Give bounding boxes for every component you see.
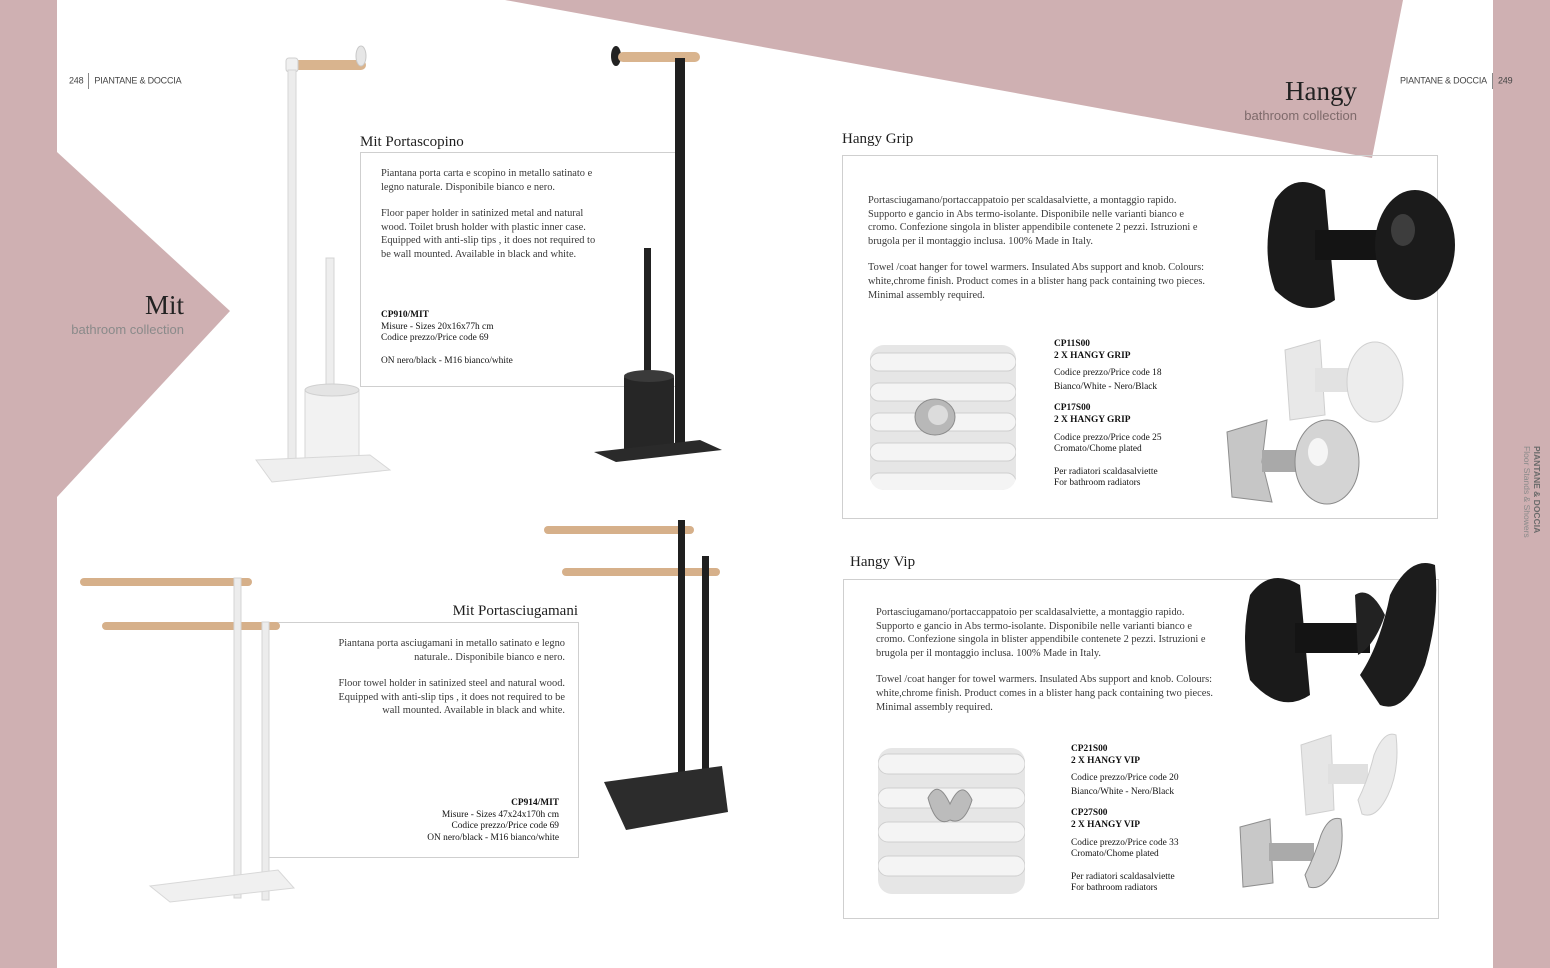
portasciugamani-desc-it: Piantana porta asciugamani in metallo satinato e legno naturale.. Disponibile bianco e nero.: [338, 638, 565, 663]
vip-item1-name: 2 X HANGY VIP: [1071, 755, 1141, 766]
hangy-vip-text: [876, 606, 1218, 714]
portasciugamani-text: [320, 637, 565, 718]
side-section-label: [1514, 440, 1544, 540]
hangy-vip-desc-en: Towel /coat hanger for towel warmers. Insulated Abs support and knob. Colours: white,chrome finish. Product comes in a blister hang pack containing two pieces. Minimal assembly required.: [876, 674, 1214, 713]
grip-item1-code: CP11S00: [1054, 339, 1090, 349]
portascopino-price: Codice prezzo/Price code 69: [381, 333, 489, 344]
vip-item1-code: CP21S00: [1071, 744, 1108, 754]
portascopino-code: CP910/MIT: [381, 310, 429, 320]
vip-item2-code: CP27S00: [1071, 808, 1108, 819]
vip-note-en: For bathroom radiators: [1071, 883, 1158, 894]
hangy-grip-title: Hangy Grip: [842, 131, 914, 147]
portasciugamani-specs: [360, 798, 559, 844]
hangy-collection-heading: [1200, 78, 1357, 122]
hangy-grip-desc-en: Towel /coat hanger for towel warmers. Insulated Abs support and knob. Colours: white,chrome finish. Product comes in a blister hang pack containing two pieces. Minimal assembly required.: [868, 262, 1206, 301]
hangy-grip-radiator-photo: [870, 345, 1016, 490]
hangy-vip-chrome-image: [1235, 815, 1355, 895]
grip-item1-price: Codice prezzo/Price code 18: [1054, 368, 1162, 379]
portascopino-specs: [381, 310, 581, 367]
hangy-grip-chrome-image: [1222, 412, 1372, 512]
right-section-name: PIANTANE & DOCCIA: [1400, 75, 1487, 86]
side-label-main: PIANTANE & DOCCIA: [1532, 446, 1542, 534]
portasciugamani-title: Mit Portasciugamani: [452, 603, 578, 619]
portasciugamani-sizes: Misure - Sizes 47x24x170h cm: [441, 809, 559, 820]
vip-note-it: Per radiatori scaldasalviette: [1071, 871, 1175, 882]
grip-item2-price: Codice prezzo/Price code 25: [1054, 432, 1162, 443]
vip-item2-name: 2 X HANGY VIP: [1071, 819, 1141, 830]
side-label-sub: Floor Stands & Showers: [1522, 446, 1532, 538]
hangy-title: Hangy: [1285, 76, 1357, 106]
left-section-name: PIANTANE & DOCCIA: [94, 75, 182, 86]
vip-item1-finish: Bianco/White - Nero/Black: [1071, 786, 1175, 797]
hangy-grip-text: [868, 194, 1210, 302]
right-running-head: [1400, 73, 1512, 89]
grip-item2-code: CP17S00: [1054, 403, 1091, 414]
hangy-vip-specs: [1071, 744, 1241, 895]
vip-item1-price: Codice prezzo/Price code 20: [1071, 773, 1179, 784]
portasciugamani-desc-en: Floor towel holder in satinized steel and natural wood. Equipped with anti-slip tips , it does not required to be wall mounted. Available in black and white.: [338, 678, 565, 717]
left-page-number: 248: [69, 75, 84, 86]
grip-note-en: For bathroom radiators: [1054, 478, 1141, 489]
mit-subtitle: bathroom collection: [71, 322, 184, 337]
hangy-vip-white-image: [1296, 730, 1406, 820]
mit-portasciugamani-black-image: [542, 512, 732, 832]
hangy-vip-desc-it: Portasciugamano/portaccappatoio per scaldasalviette, a montaggio rapido. Supporto e gancio in Abs termo-isolante. Disponibile nelle varianti bianco e cromo. Confezione singola in blister appendibile contenete 2 pezzi. Istruzioni e brugola per il montaggio inclusa. 100% Made in Italy.: [876, 607, 1206, 659]
portascopino-sizes: Misure - Sizes 20x16x77h cm: [381, 321, 494, 332]
portascopino-text: [381, 167, 599, 262]
mit-portascopino-white-image: [250, 40, 400, 490]
grip-item2-name: 2 X HANGY GRIP: [1054, 414, 1131, 425]
hangy-grip-black-image: [1255, 160, 1455, 330]
left-running-head: [69, 73, 181, 89]
hangy-subtitle: bathroom collection: [1244, 108, 1357, 123]
hangy-vip-title: Hangy Vip: [850, 554, 916, 570]
mit-portasciugamani-white-image: [78, 570, 298, 910]
portascopino-title: Mit Portascopino: [360, 134, 464, 150]
grip-note-it: Per radiatori scaldasalviette: [1054, 466, 1158, 477]
portascopino-desc-it: Piantana porta carta e scopino in metallo satinato e legno naturale. Disponibile bianco e nero.: [381, 168, 593, 193]
portasciugamani-code: CP914/MIT: [511, 798, 559, 808]
right-page-number: 249: [1497, 75, 1513, 86]
hangy-vip-radiator-photo: [878, 748, 1025, 894]
mit-title: Mit: [144, 290, 184, 320]
vip-item2-price: Codice prezzo/Price code 33: [1071, 837, 1179, 848]
mit-collection-heading: [60, 292, 184, 336]
grip-item1-name: 2 X HANGY GRIP: [1054, 350, 1131, 361]
portasciugamani-finishes: ON nero/black - M16 bianco/white: [427, 832, 559, 843]
mit-portascopino-black-image: [590, 40, 730, 480]
hangy-grip-desc-it: Portasciugamano/portaccappatoio per scaldasalviette, a montaggio rapido. Supporto e gancio in Abs termo-isolante. Disponibile nelle varianti bianco e cromo. Confezione singola in blister appendibile contenete 2 pezzi. Istruzioni e brugola per il montaggio inclusa. 100% Made in Italy.: [868, 195, 1198, 247]
hangy-vip-black-image: [1240, 555, 1445, 720]
hangy-grip-specs: [1054, 339, 1224, 490]
grip-item2-finish: Cromato/Chome plated: [1054, 444, 1142, 455]
portascopino-desc-en: Floor paper holder in satinized metal and natural wood. Toilet brush holder with plastic inner case. Equipped with anti-slip tips , it does not required to be wall mounted. Available in black and white.: [381, 208, 596, 260]
grip-item1-finish: Bianco/White - Nero/Black: [1054, 381, 1158, 392]
vip-item2-finish: Cromato/Chome plated: [1071, 849, 1159, 860]
portasciugamani-price: Codice prezzo/Price code 69: [451, 821, 559, 832]
portascopino-finishes: ON nero/black - M16 bianco/white: [381, 355, 513, 366]
